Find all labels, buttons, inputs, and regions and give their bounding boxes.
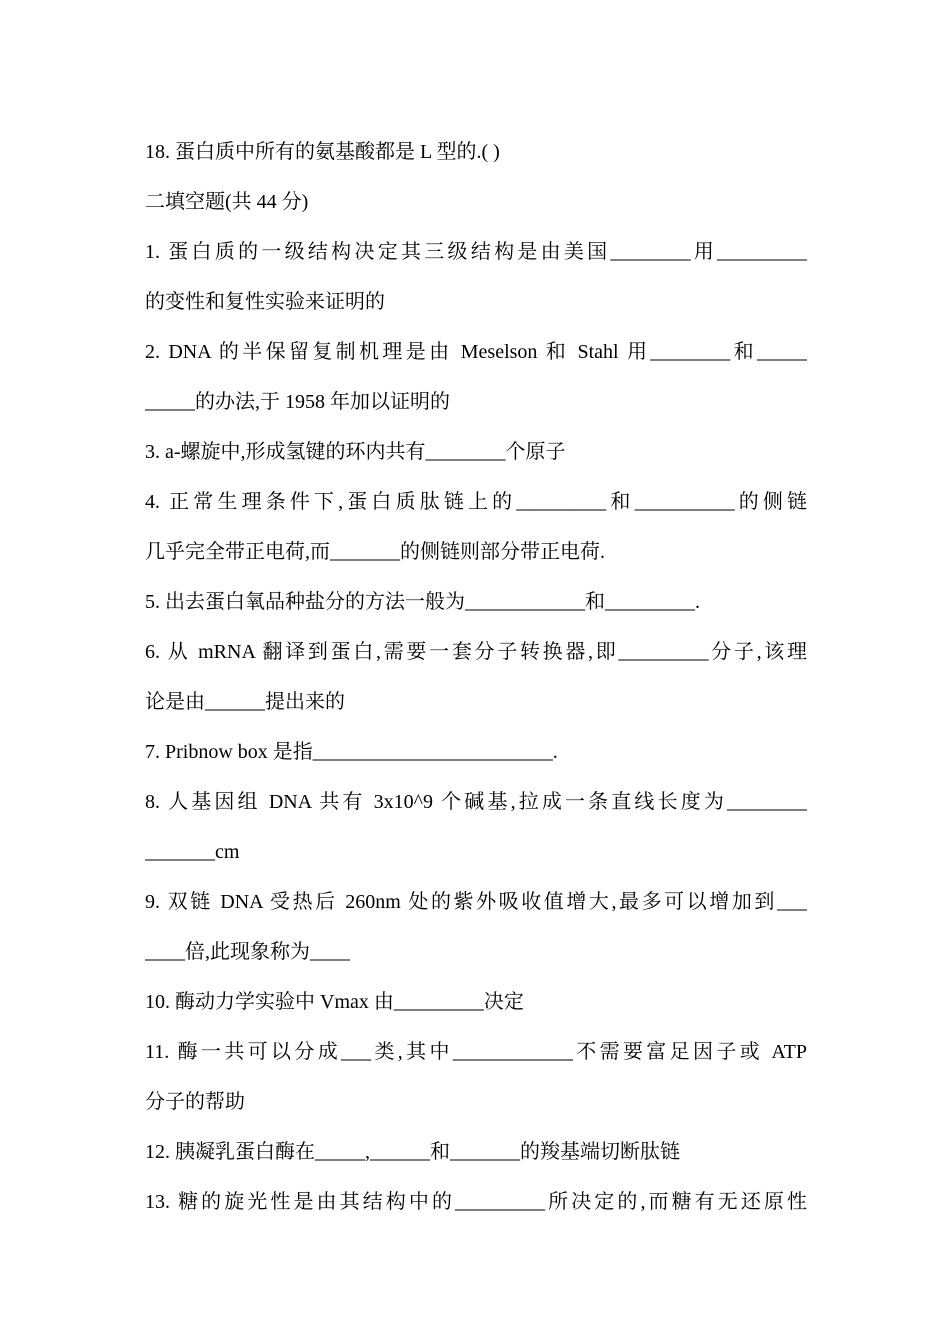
question-5-line: 5. 出去蛋白氧品种盐分的方法一般为____________和_________.: [145, 591, 700, 613]
question-2-line-1: 2. DNA 的半保留复制机理是由 Meselson 和 Stahl 用________和_____: [145, 341, 807, 363]
document-body: [145, 127, 807, 1227]
question-2-line-2: _____的办法,于 1958 年加以证明的: [145, 391, 450, 413]
question-8-line-2: _______cm: [145, 841, 240, 863]
question-6-line-1: 6. 从 mRNA 翻译到蛋白,需要一套分子转换器,即_________分子,该理: [145, 641, 807, 663]
question-11-line-2: 分子的帮助: [145, 1091, 245, 1113]
question-13-line-1: 13. 糖的旋光性是由其结构中的_________所决定的,而糖有无还原性: [145, 1191, 807, 1213]
question-1-line-2: 的变性和复性实验来证明的: [145, 291, 385, 313]
question-12-line: 12. 胰凝乳蛋白酶在_____,______和_______的羧基端切断肽链: [145, 1141, 680, 1163]
question-9-line-2: ____倍,此现象称为____: [145, 941, 350, 963]
question-4-line-1: 4. 正常生理条件下,蛋白质肽链上的_________和__________的侧链: [145, 491, 807, 513]
question-10-line: 10. 酶动力学实验中 Vmax 由_________决定: [145, 991, 524, 1013]
question-3-line: 3. a-螺旋中,形成氢键的环内共有________个原子: [145, 441, 566, 463]
question-6-line-2: 论是由______提出来的: [145, 691, 345, 713]
question-7-line: 7. Pribnow box 是指________________________.: [145, 741, 558, 763]
question-8-line-1: 8. 人基因组 DNA 共有 3x10^9 个碱基,拉成一条直线长度为________: [145, 791, 807, 813]
question-18-line: 18. 蛋白质中所有的氨基酸都是 L 型的.( ): [145, 141, 500, 163]
question-9-line-1: 9. 双链 DNA 受热后 260nm 处的紫外吸收值增大,最多可以增加到___: [145, 891, 807, 913]
question-4-line-2: 几乎完全带正电荷,而_______的侧链则部分带正电荷.: [145, 541, 605, 563]
question-11-line-1: 11. 酶一共可以分成___类,其中____________不需要富足因子或 ATP: [145, 1041, 807, 1063]
section-heading-fill-in-blank: 二填空题(共 44 分): [145, 191, 309, 213]
question-1-line-1: 1. 蛋白质的一级结构决定其三级结构是由美国________用_________: [145, 241, 807, 263]
